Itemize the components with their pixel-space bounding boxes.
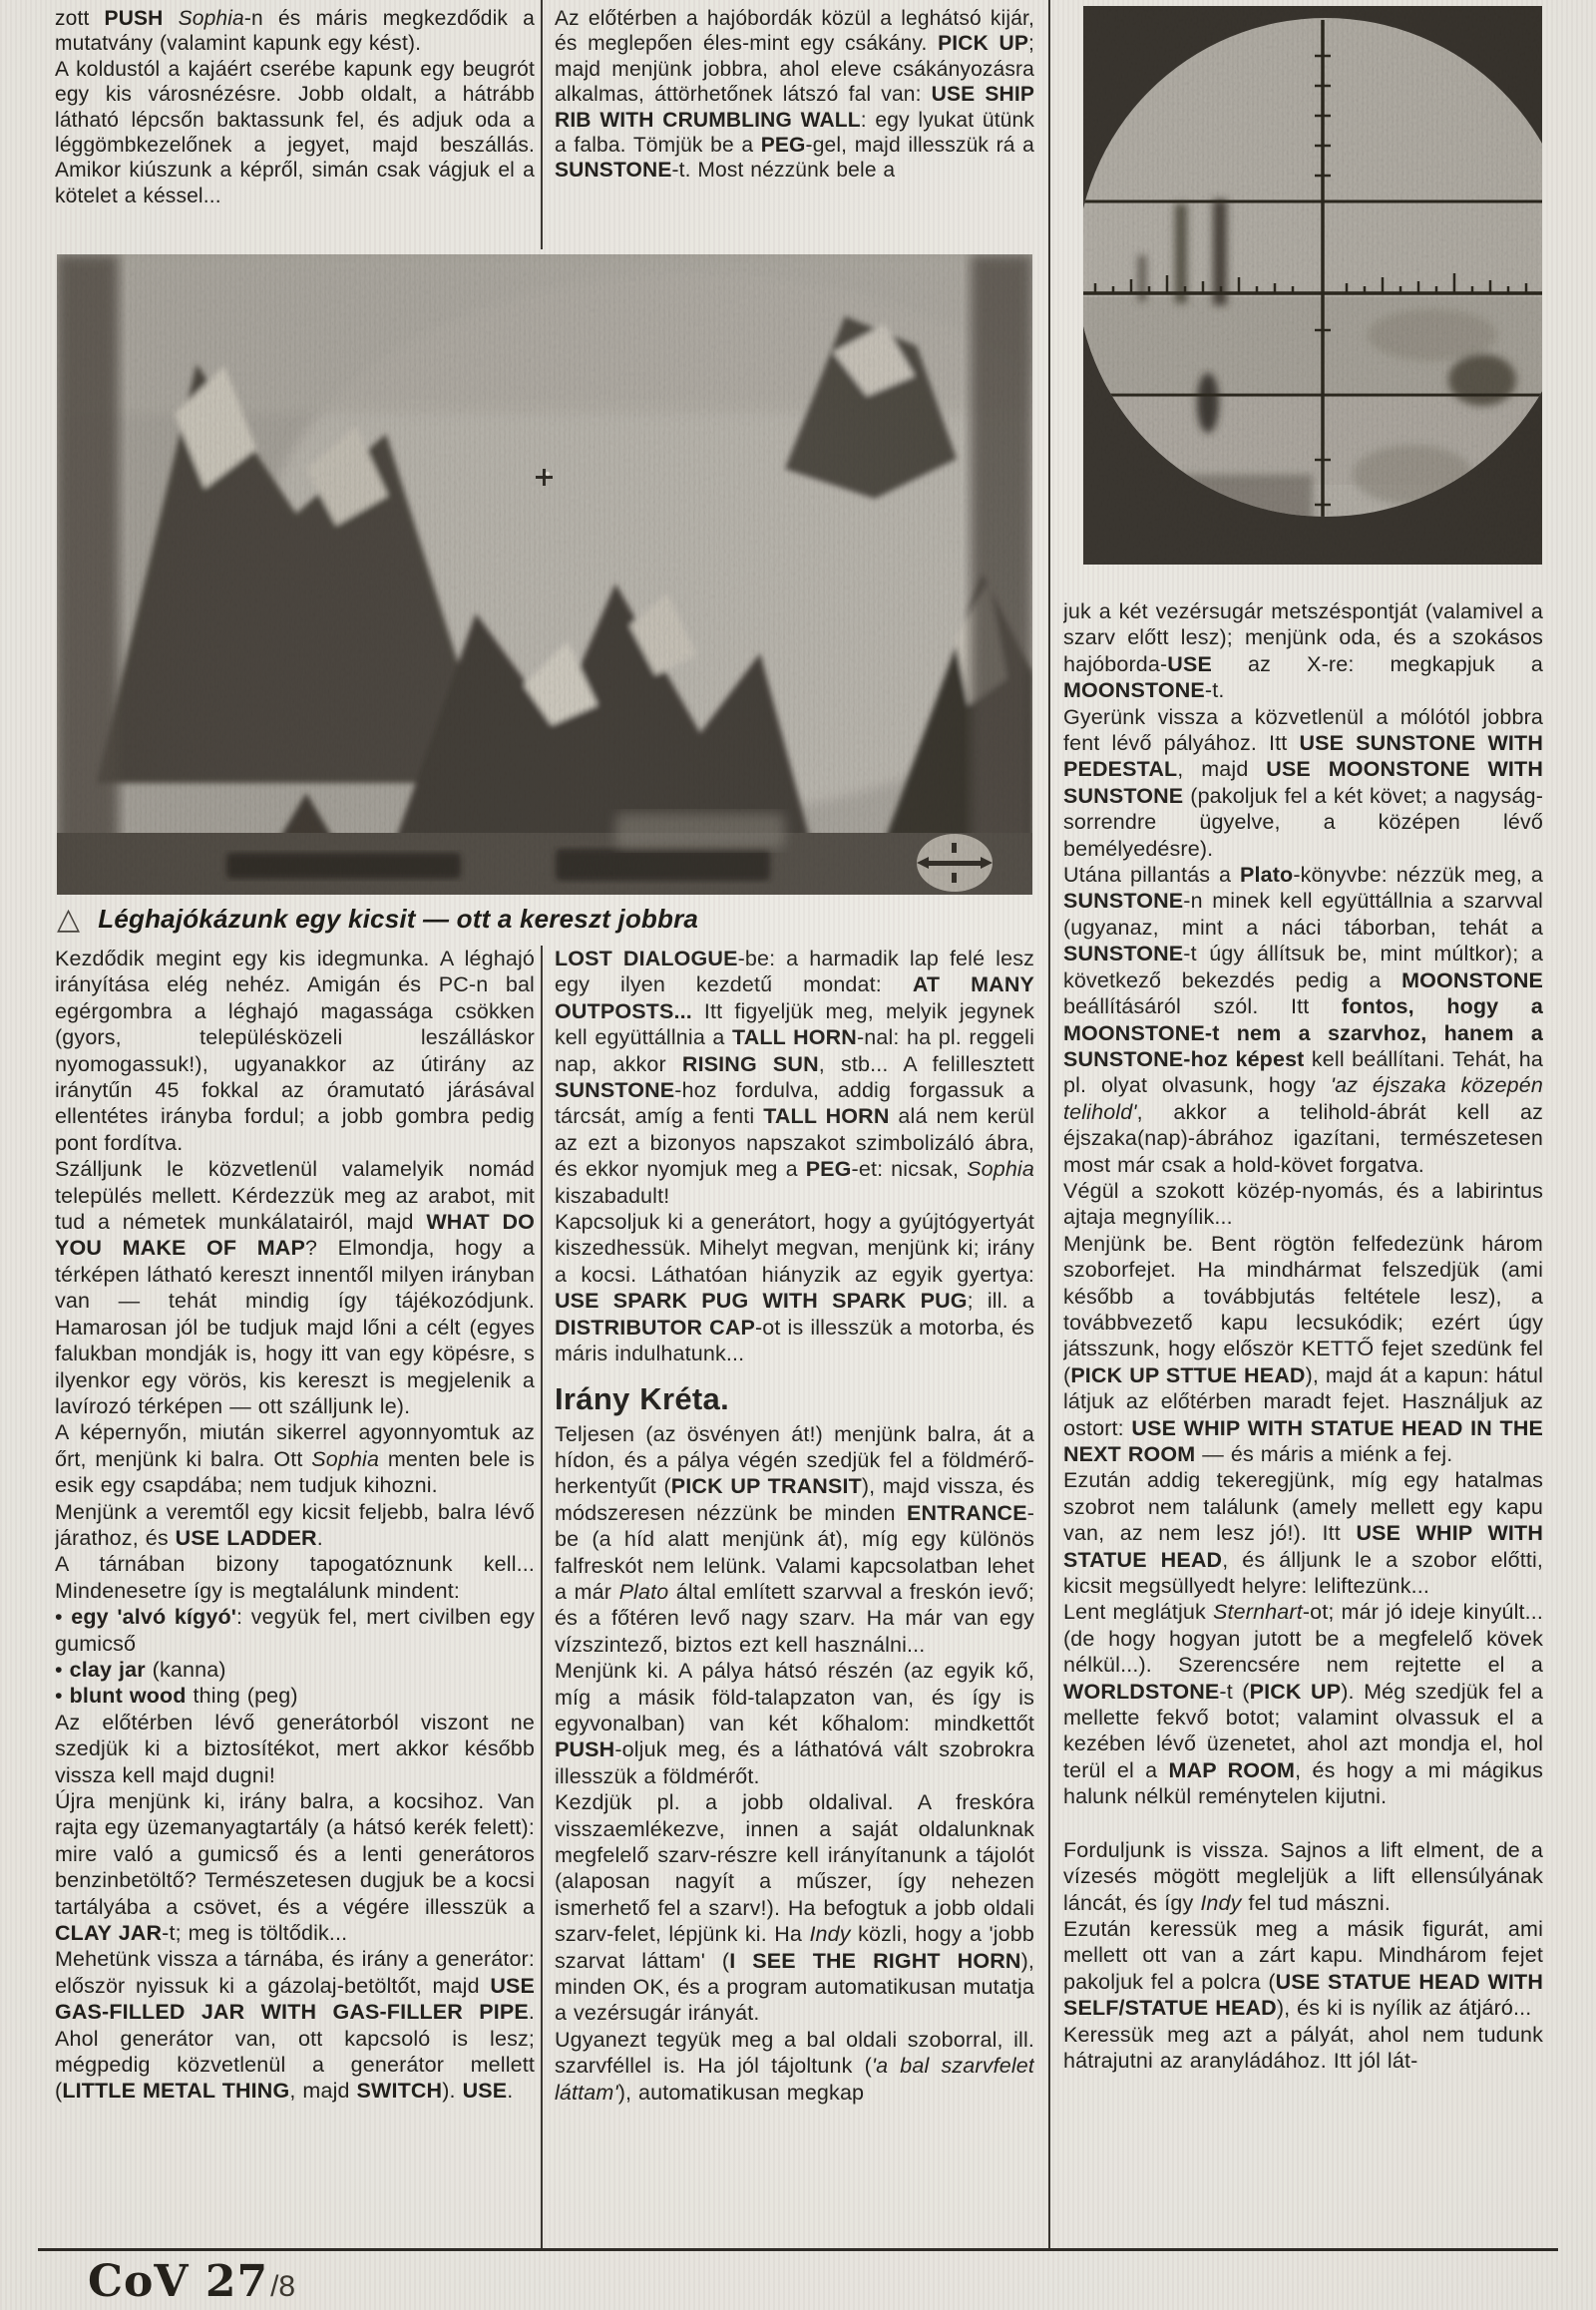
paragraph: Utána pillantás a Plato-könyvbe: nézzük meg, a SUNSTONE-n minek kell együttállnia a szarvval (ugyanaz, mint a náci táborban, tehát a SUNSTONE-t úgy állítsuk be, mint múltkor); a következő bekezdés pedig a MOONSTONE beállításáról szól. Itt fontos, hogy a MOONSTONE-t nem a szarvhoz, hanem a SUNSTONE-hoz képest kell beállítani. Tehát, ha pl. olyat olvasunk, hogy 'az éjszaka közepén telihold', akkor a telihold-ábrát kell az éjszaka(nap)-ábrához igazítani, természetesen most már csak a hold-követ forgatva. xyxy=(1063,863,1543,1177)
paragraph: zott PUSH Sophia-n és máris megkezdődik a mutatvány (valamint kapunk egy kést). xyxy=(55,7,535,56)
paragraph: Ugyanezt tegyük meg a bal oldali szoborral, ill. szarvféllel is. Ha jól tájoltunk ('a bal szarvfelet láttam'), automatikusan megkap xyxy=(555,2027,1034,2105)
paragraph: Az előtérben lévő generátorból viszont ne szedjük ki a biztosítékot, mert akkor később vissza kell majd dugni! xyxy=(55,1710,535,1787)
paragraph: • egy 'alvó kígyó': vegyük fel, mert civilben egy gumicső xyxy=(55,1605,535,1656)
article-column-left-top xyxy=(55,6,535,251)
paragraph: Kezdődik megint egy kis idegmunka. A léghajó irányítása elég nehéz. Amigán és PC-n bal egérgombra a léghajó magassága csökken (gyors, településközeli leszálláskor nyomogassuk!), ugyanakkor az útirány az iránytűn 45 fokkal az óramutató járásával ellentétes irányba fordul; a jobb gombra pedig pont fordítva. xyxy=(55,947,535,1155)
paragraph: Teljesen (az ösvényen át!) menjünk balra, át a hídon, és a pálya végén szedjük fel a földmérő-herkentyűt (PICK UP TRANSIT), majd vissza, és módszeresen nézzünk be minden ENTRANCE-be (a híd alatt menjünk át), míg egy különös falfreskót nem lelünk. Valami kapcsolatban lehet a már Plato által említett szarvval a freskón ievő; és a főtéren levő nagy szarv. Ha már van egy vízszintező, biztos ezt kell használni... xyxy=(555,1421,1034,1657)
article-column-middle xyxy=(555,946,1034,2245)
paragraph: juk a két vezérsugár metszéspontját (valamivel a szarv előtt lesz); menjünk oda, és a szokásos hajóborda-USE az X-re: megkapjuk a MOONSTONE-t. xyxy=(1063,599,1543,703)
paragraph: Keressük meg azt a pályát, ahol nem tudunk hátrajutni az aranyládához. Itt jól lát- xyxy=(1063,2022,1543,2073)
paragraph: Menjünk a veremtől egy kicsit feljebb, balra lévő járathoz, és USE LADDER. xyxy=(55,1499,535,1550)
column-divider-left-top xyxy=(541,0,543,249)
crosshair-scope-photo xyxy=(1083,6,1542,565)
footer-rule xyxy=(38,2248,1558,2251)
article-column-left xyxy=(55,946,535,2245)
paragraph: A tárnában bizony tapogatóznunk kell... Mindenesetre így is megtalálunk mindent: xyxy=(55,1552,535,1603)
footer xyxy=(88,2256,295,2307)
page-number: /8 xyxy=(270,2270,296,2303)
paragraph: A képernyőn, miután sikerrel agyonnyomtuk az őrt, menjünk ki balra. Ott Sophia menten bele is esik egy csapdába; nem tudjuk kihozni. xyxy=(55,1420,535,1498)
photo-caption xyxy=(57,901,1032,936)
paragraph: LOST DIALOGUE-be: a harmadik lap felé lesz egy ilyen kezdetű mondat: AT MANY OUTPOSTS... Itt figyeljük meg, melyik jegynek kell együttállnia a TALL HORN-nal: ha pl. reggeli nap, akkor RISING SUN, stb... A felillesztett SUNSTONE-hoz fordulva, addig forgassuk a tárcsát, amíg a fenti TALL HORN alá nem kerül az ezt a bizonyos napszakot szimbolizáló ábra, és ekkor nyomjuk meg a PEG-et: nicsak, Sophia kiszabadult! xyxy=(555,947,1034,1208)
paragraph: A koldustól a kajáért cserébe kapunk egy beugrót egy kis városnézésre. Jobb oldalt, a hátrább látható lépcsőn baktassunk fel, és adjuk oda a léggömbkezelőnek a jegyet, majd beszállás. Amikor kiúszunk a képről, simán csak vágjuk el a kötelet a késsel... xyxy=(55,57,535,207)
magazine-logo: CoV 27 xyxy=(88,2256,269,2307)
paragraph: Ezután keressük meg a másik figurát, ami mellett ott van a zárt kapu. Mindhárom fejet pakoljuk fel a polcra (USE STATUE HEAD WITH SELF/STATUE HEAD), és ki is nyílik az átjáró... xyxy=(1063,1916,1543,2021)
article-column-middle-top xyxy=(555,6,1034,251)
paragraph: Végül a szokott közép-nyomás, és a labirintus ajtaja megnyílik... xyxy=(1063,1178,1543,1230)
paragraph: Szálljunk le közvetlenül valamelyik nomád település mellett. Kérdezzük meg az arabot, mit tud a németek munkálatairól, majd WHAT DO YOU MAKE OF MAP? Elmondja, hogy a térképen látható kereszt innentől milyen irányban van — tehát mindig így tájékozódjunk. Hamarosan jól be tudjuk majd lőni a célt (egyes falukban mondják is, hogy itt van egy köpésre, s ilyenkor egy vörös, kis kereszt is megjelenik a lavírozó térképen — ott szálljunk le). xyxy=(55,1157,535,1418)
paragraph: • blunt wood thing (peg) xyxy=(55,1684,298,1709)
paragraph: Kapcsoljuk ki a generátort, hogy a gyújtógyertyát kiszedhessük. Mihelyt megvan, menjünk ki; irány a kocsi. Láthatóan hiányzik az egyik gyertya: USE SPARK PUG WITH SPARK PUG; ill. a DISTRIBUTOR CAP-ot is illesszük a motorba, és máris indulhatunk... xyxy=(555,1210,1034,1366)
paragraph: Forduljunk is vissza. Sajnos a lift elment, de a vízesés mögött megleljük a lift ellensúlyának láncát, és így Indy fel tud mászni. xyxy=(1063,1837,1543,1915)
airship-aerial-photo xyxy=(57,254,1032,895)
paragraph: Mehetünk vissza a tárnába, és irány a generátor: először nyissuk ki a gázolaj-betöltőt, majd USE GAS-FILLED JAR WITH GAS-FILLER PIPE. Ahol generátor van, ott kapcsoló is lesz; mégpedig közvetlenül a generátor mellett (LITTLE METAL THING, majd SWITCH). USE. xyxy=(55,1947,535,2104)
paragraph: Gyerünk vissza a közvetlenül a mólótól jobbra fent lévő pályához. Itt USE SUNSTONE WITH PEDESTAL, majd USE MOONSTONE WITH SUNSTONE (pakoljuk fel a két követ; a nagyság-sorrendre ügyelve, a középen lévő bemélyedésre). xyxy=(1063,704,1543,861)
paragraph: Ezután addig tekeregjünk, míg egy hatalmas szobrot nem találunk (amely mellett egy kapu van, az nem lesz jó!). Itt USE WHIP WITH STATUE HEAD, és álljunk le a szobor előtti, kicsit megsüllyedt helyre: leliftezünk... xyxy=(1063,1468,1543,1599)
paragraph: Lent meglátjuk Sternhart-ot; már jó ideje kinyúlt... (de hogy hogyan jutott be a megfelelő kövek nélkül...). Szerencsére nem rejtette el a WORLDSTONE-t (PICK UP). Még szedjük fel a mellette fekvő botot; valamint olvassuk el a kezében lévő üzenetet, ahol azt mondja el, hol terül el a MAP ROOM, és hogy a mi mágikus halunk nélkül reménytelen kijutni. xyxy=(1063,1600,1543,1809)
section-heading: Irány Kréta. xyxy=(555,1380,729,1416)
photo-caption-text: Léghajókázunk egy kicsit — ott a kereszt jobbra xyxy=(98,904,699,934)
column-divider-left-bottom xyxy=(541,946,543,2248)
paragraph: Menjünk be. Bent rögtön felfedezünk három szoborfejet. Ha mindhármat felszedjük (ami később a továbbjutás feltétele lesz), a továbbvezető kapu lecsukódik; ezért úgy játsszunk, hogy először KETTŐ fejet szedünk fel (PICK UP STTUE HEAD), majd át a kapun: hátul látjuk az előtérben maradt fejet. Használjuk az ostort: USE WHIP WITH STATUE HEAD IN THE NEXT ROOM — és máris a miénk a fej. xyxy=(1063,1231,1543,1466)
article-column-right xyxy=(1063,598,1543,2246)
paragraph: Az előtérben a hajóbordák közül a leghátsó kijár, és meglepően éles-mint egy csákány. PICK UP; majd menjünk jobbra, ahol eleve csákányozásra alkalmas, áttörhetőnek látszó fal van: USE SHIP RIB WITH CRUMBLING WALL: egy lyukat ütünk a falba. Tömjük be a PEG-gel, majd illesszük rá a SUNSTONE-t. Most nézzünk bele a xyxy=(555,7,1034,183)
column-divider-right xyxy=(1048,0,1050,2248)
triangle-caption-icon: △ xyxy=(57,903,81,936)
paragraph: • clay jar (kanna) xyxy=(55,1657,226,1682)
paragraph: Kezdjük pl. a jobb oldalival. A freskóra visszaemlékezve, innen a saját oldalunknak megfelelő szarv-részre kell irányítanunk a tájolót (alaposan nagyít a műszer, így nehezen ismerhető fel a szarv!). Ha befogtuk a jobb oldali szarv-felet, lépjünk ki. Ha Indy közli, hogy a 'jobb szarvat láttam' (I SEE THE RIGHT HORN), minden OK, és a program automatikusan mutatja a vezérsugár irányát. xyxy=(555,1790,1034,2026)
paragraph: Menjünk ki. A pálya hátsó részén (az egyik kő, míg a másik föld-talapzaton van, és így is egyvonalban) van két kőhalom: mindkettőt PUSH-oljuk meg, és a láthatóvá vált szobrokra illesszük a földmérőt. xyxy=(555,1659,1034,1788)
paragraph: Újra menjünk ki, irány balra, a kocsihoz. Van rajta egy üzemanyagtartály (a hátsó kerék felett): mire való a gumicső és a lenti generátoros benzinbetöltő? Természetesen dugjuk be a kocsi tartályába a csövet, és a végére illesszük a CLAY JAR-t; meg is töltődik... xyxy=(55,1789,535,1946)
